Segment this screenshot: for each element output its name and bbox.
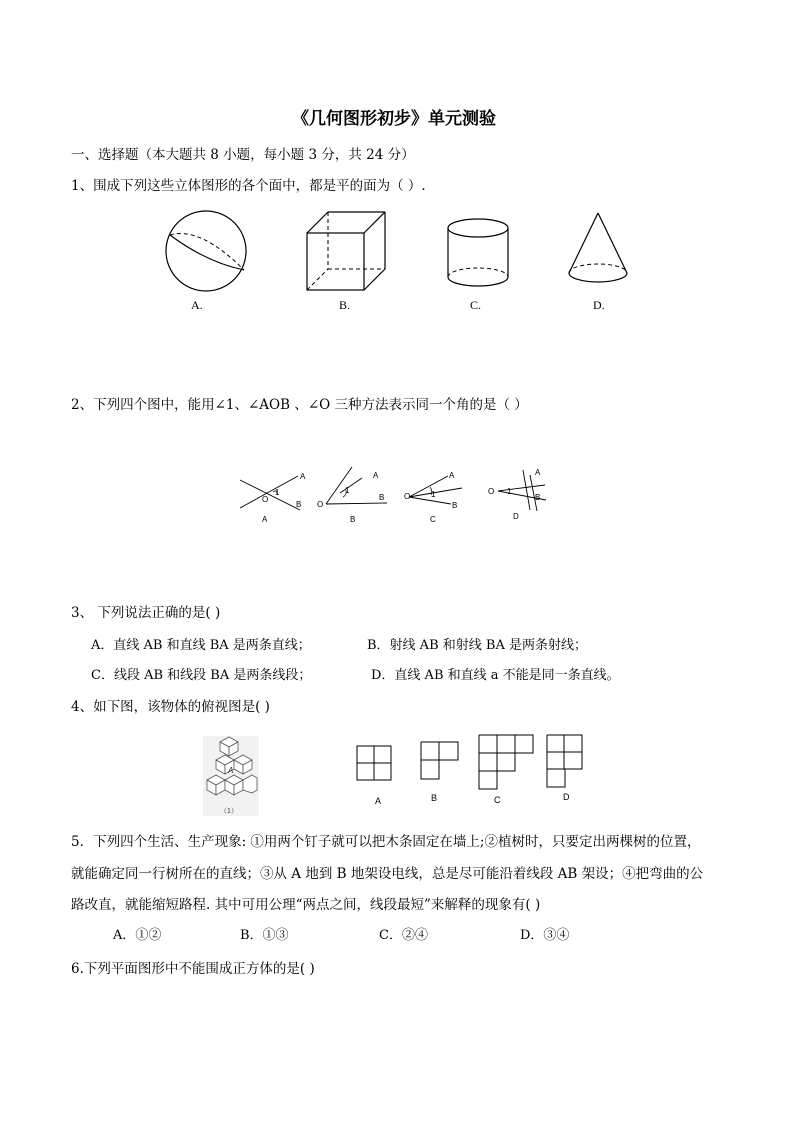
q4-view-a [357,746,391,780]
q2-label-d: D [513,512,519,521]
q2b-angle-1: 1 [345,486,350,495]
q2c-point-b: B [452,501,458,510]
question-5-line-2: 就能确定同一行树所在的直线；③从 A 地到 B 地架设电线，总是尽可能沿着线段 AB 架设；④把弯曲的公 [71,866,704,882]
q4-view-b [421,742,458,779]
q3-option-c: C．线段 AB 和线段 BA 是两条线段； [91,668,312,683]
q2d-point-o: O [488,487,495,496]
q1-label-b: B. [339,298,351,312]
question-3-stem: 3、 下列说法正确的是( ) [71,605,221,621]
q2d-angle-1: 1 [507,487,512,496]
q4-label-b: B [431,793,438,803]
q4-photo-letter: A [228,766,234,775]
q2d-point-b: B [535,493,541,502]
q4-view-d [547,735,582,787]
question-4-stem: 4、如下图，该物体的俯视图是( ) [71,699,270,715]
q2-label-b: B [350,515,356,524]
q3-option-a: A．直线 AB 和直线 BA 是两条直线； [91,638,311,653]
q3-option-b: B．射线 AB 和射线 BA 是两条射线； [367,638,587,653]
q2a-angle-1: 1 [275,488,280,497]
q1-label-d: D. [593,298,605,312]
q2c-point-a: A [449,471,455,480]
section-heading: 一、选择题（本大题共 8 小题，每小题 3 分，共 24 分） [71,147,415,163]
q2b-point-o: O [317,500,324,509]
q2b-point-b: B [379,493,385,502]
q4-view-c [479,735,533,789]
q2-label-a: A [262,515,268,524]
q2a-point-b: B [296,500,302,509]
q1-label-c: C. [470,298,482,312]
q4-photo-caption: （1） [220,808,238,815]
q5-option-b: B．①③ [240,928,289,943]
q4-label-c: C [494,795,501,805]
question-5-line-3: 路改直，就能缩短路程. 其中可用公理“两点之间，线段最短”来解释的现象有( ) [71,897,541,913]
q4-label-a: A [375,796,382,806]
q4-block-photo [203,736,259,816]
page-title: 《几何图形初步》单元测验 [292,109,496,129]
q2c-angle-1: 1 [431,490,436,499]
question-2-stem: 2、下列四个图中，能用∠1、∠AOB 、∠O 三种方法表示同一个角的是（ ） [71,397,528,413]
question-6-stem: 6.下列平面图形中不能围成正方体的是( ) [71,961,315,977]
q2b-point-a: A [373,471,379,480]
q4-label-d: D [563,792,570,802]
question-5-line-1: 5．下列四个生活、生产现象: ①用两个钉子就可以把木条固定在墙上;②植树时，只要定出两棵树的位置， [71,834,701,850]
q2d-point-a: A [535,468,541,477]
q1-label-a: A. [191,298,203,312]
q3-option-d: D．直线 AB 和直线 a 不能是同一条直线。 [371,668,620,683]
q2c-point-o: O [404,492,411,501]
q5-option-d: D．③④ [520,928,570,943]
q5-option-c: C．②④ [379,928,428,943]
q5-option-a: A．①② [113,928,162,943]
q2a-point-a: A [300,472,306,481]
question-1-stem: 1、围成下列这些立体图形的各个面中，都是平的面为（ ）. [71,178,426,194]
q2-label-c: C [430,515,436,524]
q2a-point-o: O [262,495,269,504]
